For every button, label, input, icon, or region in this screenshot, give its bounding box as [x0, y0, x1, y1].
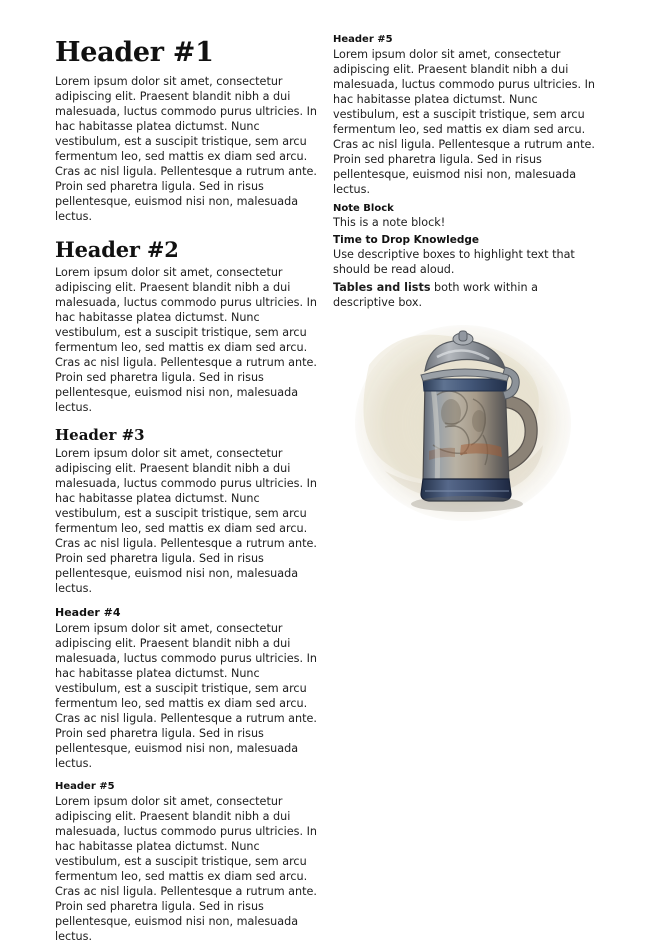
descriptive-box-title: Time to Drop Knowledge	[333, 234, 480, 246]
heading-level-5: Header #5	[55, 781, 115, 793]
heading-level-4: Header #4	[55, 606, 121, 620]
paragraph-body: Lorem ipsum dolor sit amet, consectetur adipiscing elit. Praesent blandit nibh a dui malesuada, luctus commodo purus ultricies. In hac habitasse platea dictumst. Nunc vestibulum, est a suscipit tristique, sem arcu fermentum leo, sed mattis ex diam sed arcu. Cras ac nisl ligula. Pellentesque a rutrum ante. Proin sed pharetra ligula. Sed in risus pellentesque, euismod nisi non, malesuada lectus.	[55, 265, 317, 414]
heading-level-2: Header #2	[55, 236, 179, 262]
paragraph-body: Lorem ipsum dolor sit amet, consectetur adipiscing elit. Praesent blandit nibh a dui malesuada, luctus commodo purus ultricies. In hac habitasse platea dictumst. Nunc vestibulum, est a suscipit tristique, sem arcu fermentum leo, sed mattis ex diam sed arcu. Cras ac nisl ligula. Pellentesque a rutrum ante. Proin sed pharetra ligula. Sed in risus pellentesque, euismod nisi non, malesuada lectus.	[333, 48, 595, 196]
right-column	[333, 30, 598, 313]
beer-stein-illustration	[333, 295, 598, 530]
descriptive-box-text: Use descriptive boxes to highlight text that should be read aloud.	[333, 248, 575, 276]
note-block	[333, 203, 598, 230]
heading-level-3: Header #3	[55, 425, 145, 444]
paragraph-body: Lorem ipsum dolor sit amet, consectetur adipiscing elit. Praesent blandit nibh a dui malesuada, luctus commodo purus ultricies. In hac habitasse platea dictumst. Nunc vestibulum, est a suscipit tristique, sem arcu fermentum leo, sed mattis ex diam sed arcu. Cras ac nisl ligula. Pellentesque a rutrum ante. Proin sed pharetra ligula. Sed in risus pellentesque, euismod nisi non, malesuada lectus.	[55, 795, 317, 944]
note-block-text: This is a note block!	[333, 216, 446, 229]
paragraph-body: Lorem ipsum dolor sit amet, consectetur adipiscing elit. Praesent blandit nibh a dui malesuada, luctus commodo purus ultricies. In hac habitasse platea dictumst. Nunc vestibulum, est a suscipit tristique, sem arcu fermentum leo, sed mattis ex diam sed arcu. Cras ac nisl ligula. Pellentesque a rutrum ante. Proin sed pharetra ligula. Sed in risus pellentesque, euismod nisi non, malesuada lectus.	[55, 74, 317, 223]
heading-level-1: Header #1	[55, 37, 214, 68]
paragraph-body: Lorem ipsum dolor sit amet, consectetur adipiscing elit. Praesent blandit nibh a dui malesuada, luctus commodo purus ultricies. In hac habitasse platea dictumst. Nunc vestibulum, est a suscipit tristique, sem arcu fermentum leo, sed mattis ex diam sed arcu. Cras ac nisl ligula. Pellentesque a rutrum ante. Proin sed pharetra ligula. Sed in risus pellentesque, euismod nisi non, malesuada lectus.	[55, 447, 317, 596]
note-block-title: Note Block	[333, 203, 394, 214]
heading-level-5: Header #5	[333, 34, 393, 45]
left-column	[55, 30, 317, 950]
descriptive-box-rest: both work within a descriptive box.	[333, 281, 538, 309]
descriptive-box-bold-lead: Tables and lists	[333, 281, 431, 294]
paragraph-body: Lorem ipsum dolor sit amet, consectetur adipiscing elit. Praesent blandit nibh a dui malesuada, luctus commodo purus ultricies. In hac habitasse platea dictumst. Nunc vestibulum, est a suscipit tristique, sem arcu fermentum leo, sed mattis ex diam sed arcu. Cras ac nisl ligula. Pellentesque a rutrum ante. Proin sed pharetra ligula. Sed in risus pellentesque, euismod nisi non, malesuada lectus.	[55, 622, 317, 771]
